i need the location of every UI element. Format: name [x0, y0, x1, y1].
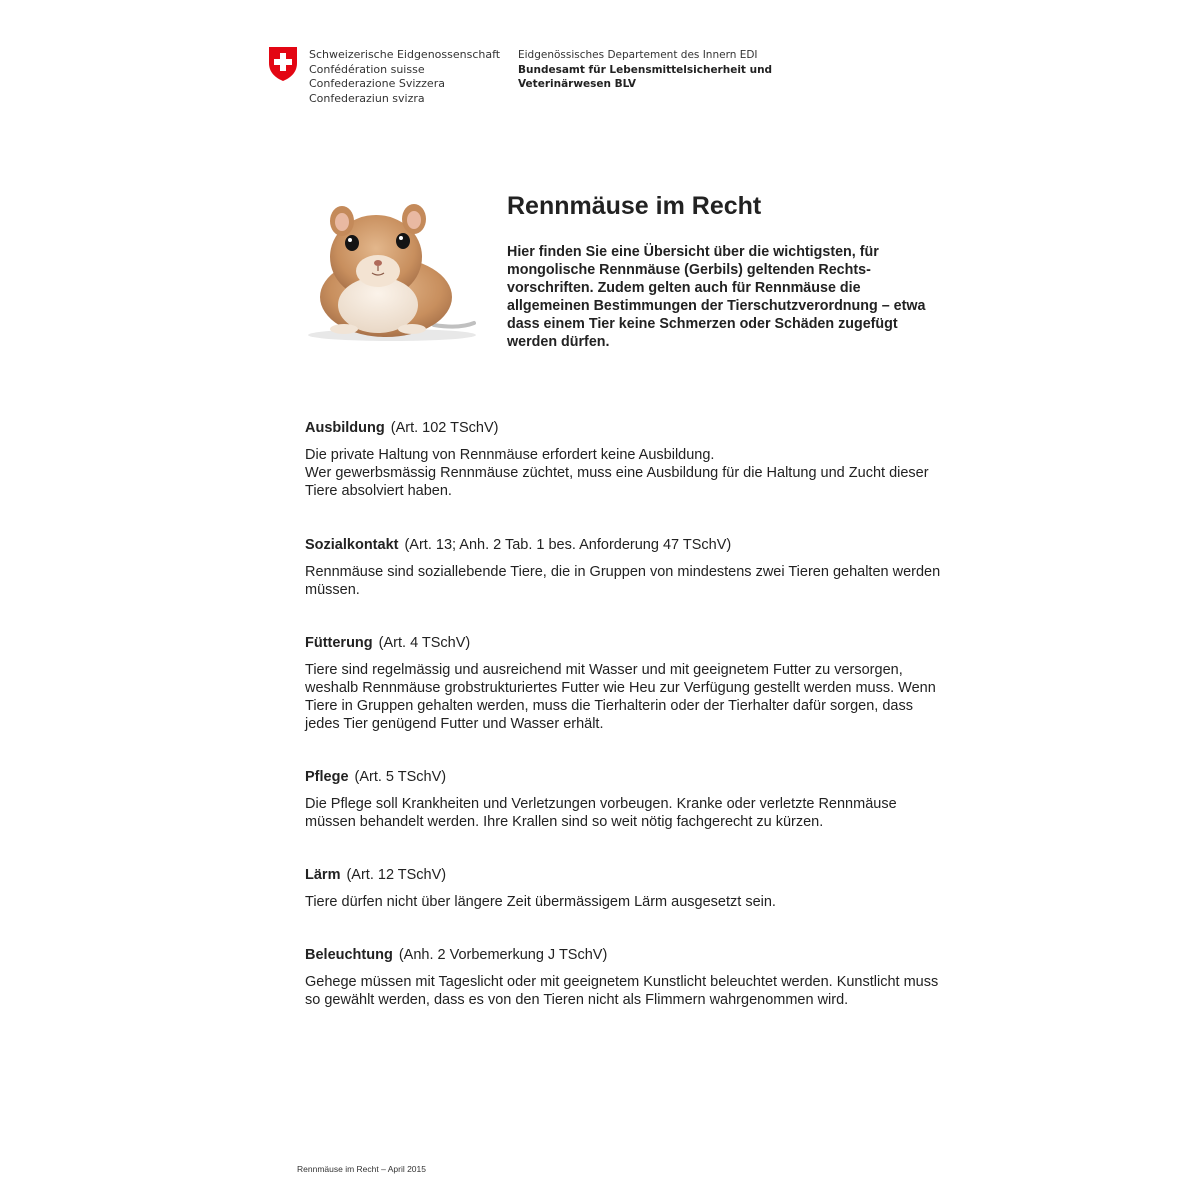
section-pflege [305, 768, 945, 831]
section-heading: Fütterung [305, 635, 373, 651]
section-heading: Sozialkontakt [305, 537, 399, 553]
section-heading: Ausbildung [305, 420, 385, 436]
section-paragraph: Die Pflege soll Krankheiten und Verletzungen vorbeugen. Kranke oder verletzte Rennmäuse müssen behandelt werden. Ihre Krallen sind so weit nötig fachgerecht zu kürzen. [305, 796, 897, 830]
section-paragraph: Tiere sind regelmässig und ausreichend mit Wasser und mit geeignetem Futter zu versorgen, weshalb Rennmäuse grobstrukturiertes Futter wie Heu zur Verfügung gestellt werden muss. Wenn Tiere in Gruppen gehalten werden, muss die Tierhalterin oder der Tierhalter dafür sorgen, dass jedes Tier genügend Futter und Wasser erhält. [305, 662, 936, 732]
section-header [305, 946, 945, 964]
section-sozialkontakt [305, 536, 945, 599]
page-footer: Rennmäuse im Recht – April 2015 [297, 1164, 426, 1174]
section-beleuchtung [305, 946, 945, 1009]
office-name-line-2: Veterinärwesen BLV [518, 78, 637, 91]
section-paragraph: Gehege müssen mit Tageslicht oder mit geeignetem Kunstlicht beleuchtet werden. Kunstlicht muss so gewählt werden, dass es von den Tieren nicht als Flimmern wahrgenommen wird. [305, 974, 939, 1008]
section-paragraph: Tiere dürfen nicht über längere Zeit übermässigem Lärm ausgesetzt sein. [305, 894, 776, 910]
section-paragraph: Rennmäuse sind soziallebende Tiere, die in Gruppen von mindestens zwei Tieren gehalten werden müssen. [305, 564, 941, 598]
section-body [305, 446, 945, 500]
department-name: Eidgenössisches Departement des Innern EDI [518, 49, 758, 61]
section-header [305, 536, 945, 554]
section-heading: Beleuchtung [305, 947, 393, 963]
section-body [305, 893, 945, 911]
section-header [305, 419, 945, 437]
section-header [305, 768, 945, 786]
swiss-shield-icon [268, 46, 298, 82]
section-reference: (Art. 13; Anh. 2 Tab. 1 bes. Anforderung 47 TSchV) [404, 537, 732, 553]
section-reference: (Art. 12 TSchV) [346, 867, 447, 883]
section-heading: Pflege [305, 769, 349, 785]
section-fuetterung [305, 634, 945, 733]
section-header [305, 866, 945, 884]
confed-name-fr: Confédération suisse [309, 62, 425, 76]
section-ausbildung [305, 419, 945, 500]
section-reference: (Art. 4 TSchV) [378, 635, 471, 651]
confed-name-it: Confederazione Svizzera [309, 77, 445, 91]
office-name-line-1: Bundesamt für Lebensmittelsicherheit und [518, 63, 773, 76]
section-body [305, 795, 945, 831]
section-reference: (Art. 5 TSchV) [354, 769, 447, 785]
section-body [305, 563, 945, 599]
gerbil-photo [304, 197, 476, 343]
confed-name-rm: Confederaziun svizra [309, 91, 425, 105]
section-header [305, 634, 945, 652]
section-body [305, 661, 945, 733]
section-reference: (Anh. 2 Vorbemerkung J TSchV) [398, 947, 608, 963]
section-paragraph: Die private Haltung von Rennmäuse erfordert keine Ausbildung. [305, 447, 715, 463]
section-paragraph: Wer gewerbsmässig Rennmäuse züchtet, muss eine Ausbildung für die Haltung und Zucht dieser Tiere absolviert haben. [305, 465, 929, 499]
page-title: Rennmäuse im Recht [507, 192, 762, 220]
sections-container [305, 419, 945, 1009]
confed-name-de: Schweizerische Eidgenossenschaft [309, 48, 501, 61]
section-body [305, 973, 945, 1009]
section-heading: Lärm [305, 867, 341, 883]
section-reference: (Art. 102 TSchV) [390, 420, 499, 436]
section-laerm [305, 866, 945, 911]
lead-paragraph: Hier finden Sie eine Übersicht über die wichtigsten, für mongolische Rennmäuse (Gerbils) geltenden Rechts-vorschriften. Zudem gelten auch für Rennmäuse die allgemeinen Bestimmungen der Tierschutzverordnung – etwa dass einem Tier keine Schmerzen oder Schäden zugefügt werden dürfen. [507, 244, 926, 350]
confederation-names [309, 48, 500, 106]
department-block [518, 48, 772, 92]
